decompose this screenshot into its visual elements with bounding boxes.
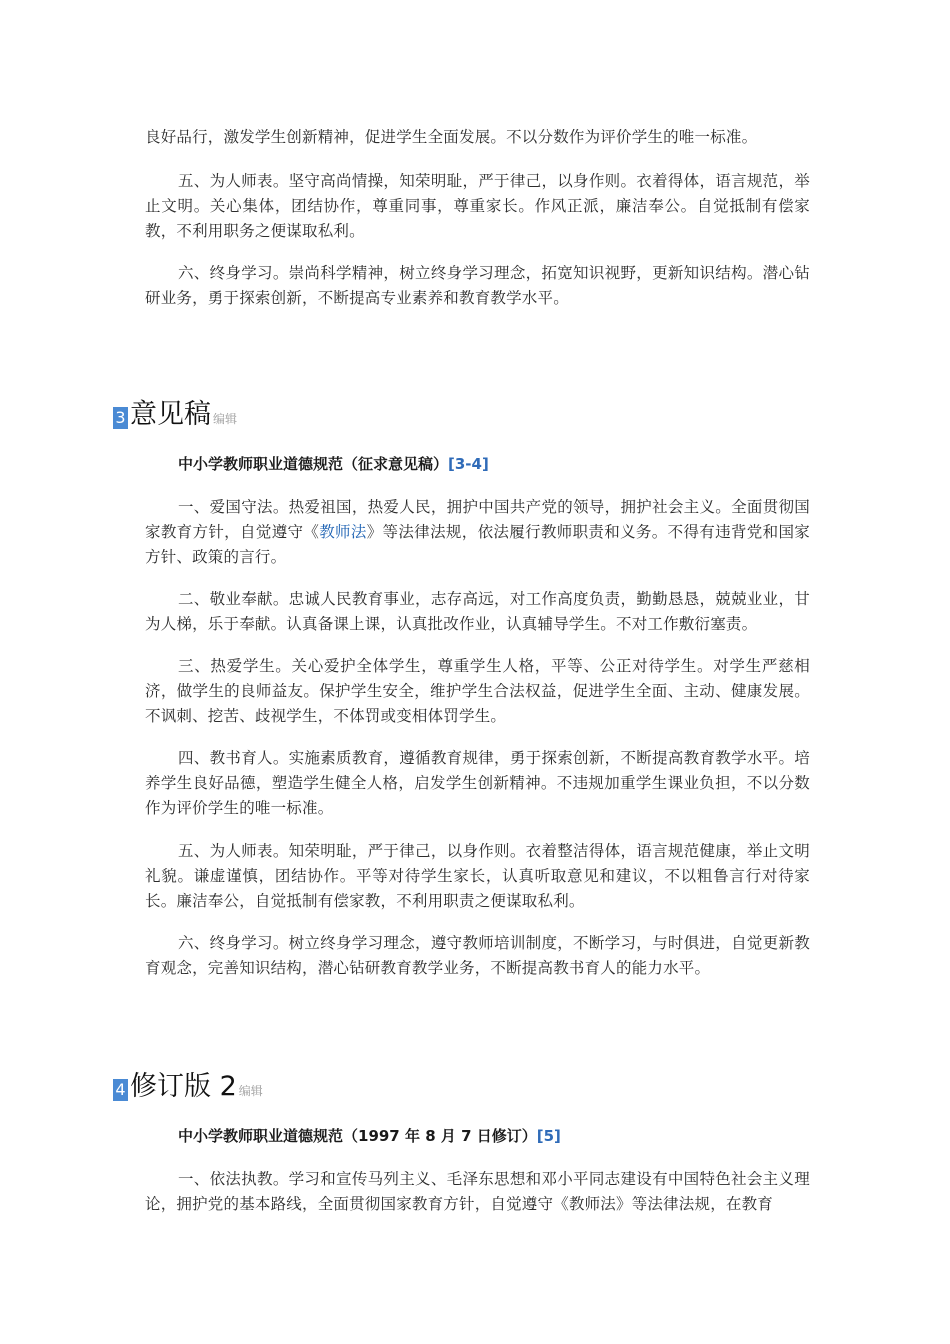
edit-link[interactable]: 编辑: [213, 412, 238, 426]
section-3-paragraph-2: 二、敬业奉献。忠诚人民教育事业，志存高远，对工作高度负责，勤勤恳恳，兢兢业业，甘为人梯，乐于奉献。认真备课上课，认真批改作业，认真辅导学生。不对工作敷衍塞责。: [145, 590, 810, 633]
subtitle-text: 中小学教师职业道德规范（征求意见稿）: [178, 455, 449, 473]
paragraph-text: 》等法律法规，依法履行教师职责和义务。不得有违背党和国家方针、政策的言行。: [145, 523, 810, 566]
section-4-heading: [113, 1064, 263, 1103]
reference-link[interactable]: [3-4]: [448, 455, 489, 473]
paragraph-top-5: 五、为人师表。坚守高尚情操，知荣明耻，严于律己，以身作则。衣着得体，语言规范，举止文明。关心集体，团结协作，尊重同事，尊重家长。作风正派，廉洁奉公。自觉抵制有偿家教，不利用职务之便谋取私利。: [145, 172, 810, 240]
section-3-paragraph-4: 四、教书育人。实施素质教育，遵循教育规律，勇于探索创新，不断提高教育教学水平。培养学生良好品德，塑造学生健全人格，启发学生创新精神。不违规加重学生课业负担，不以分数作为评价学生的唯一标准。: [145, 749, 810, 817]
section-number-badge: 4: [113, 1079, 128, 1101]
section-3-paragraph-1: [145, 495, 810, 570]
paragraph-continuation: 良好品行，激发学生创新精神，促进学生全面发展。不以分数作为评价学生的唯一标准。: [145, 128, 758, 146]
reference-link[interactable]: [5]: [536, 1127, 561, 1145]
subtitle-text: 中小学教师职业道德规范（1997 年 8 月 7 日修订）: [178, 1127, 537, 1145]
section-title: 意见稿: [130, 399, 211, 430]
section-3-paragraph-6: 六、终身学习。树立终身学习理念，遵守教师培训制度，不断学习，与时俱进，自觉更新教育观念，完善知识结构，潜心钻研教育教学业务，不断提高教书育人的能力水平。: [145, 934, 810, 977]
section-number-badge: 3: [113, 407, 128, 429]
edit-link[interactable]: 编辑: [238, 1084, 263, 1098]
section-3-subtitle: [178, 453, 489, 474]
section-3-paragraph-3: 三、热爱学生。关心爱护全体学生，尊重学生人格，平等、公正对待学生。对学生严慈相济，做学生的良师益友。保护学生安全，维护学生合法权益，促进学生全面、主动、健康发展。不讽刺、挖苦、歧视学生，不体罚或变相体罚学生。: [145, 657, 810, 725]
section-4-paragraph-1: 一、依法执教。学习和宣传马列主义、毛泽东思想和邓小平同志建设有中国特色社会主义理论，拥护党的基本路线，全面贯彻国家教育方针，自觉遵守《教师法》等法律法规，在教育: [145, 1170, 810, 1213]
section-title: 修订版 2: [130, 1071, 237, 1102]
teacher-law-link[interactable]: 教师法: [319, 523, 367, 541]
section-3-heading: [113, 392, 237, 431]
paragraph-text: 一、爱国守法。热爱祖国，热爱人民，拥护中国共产党的领导，拥护社会主义。全面贯彻国家教育方针，自觉遵守《: [145, 498, 810, 541]
paragraph-top-6: 六、终身学习。崇尚科学精神，树立终身学习理念，拓宽知识视野，更新知识结构。潜心钻研业务，勇于探索创新，不断提高专业素养和教育教学水平。: [145, 264, 810, 307]
section-3-paragraph-5: 五、为人师表。知荣明耻，严于律己，以身作则。衣着整洁得体，语言规范健康，举止文明礼貌。谦虚谨慎，团结协作。平等对待学生家长，认真听取意见和建议，不以粗鲁言行对待家长。廉洁奉公，自觉抵制有偿家教，不利用职责之便谋取私利。: [145, 842, 810, 910]
section-4-subtitle: [178, 1125, 561, 1146]
